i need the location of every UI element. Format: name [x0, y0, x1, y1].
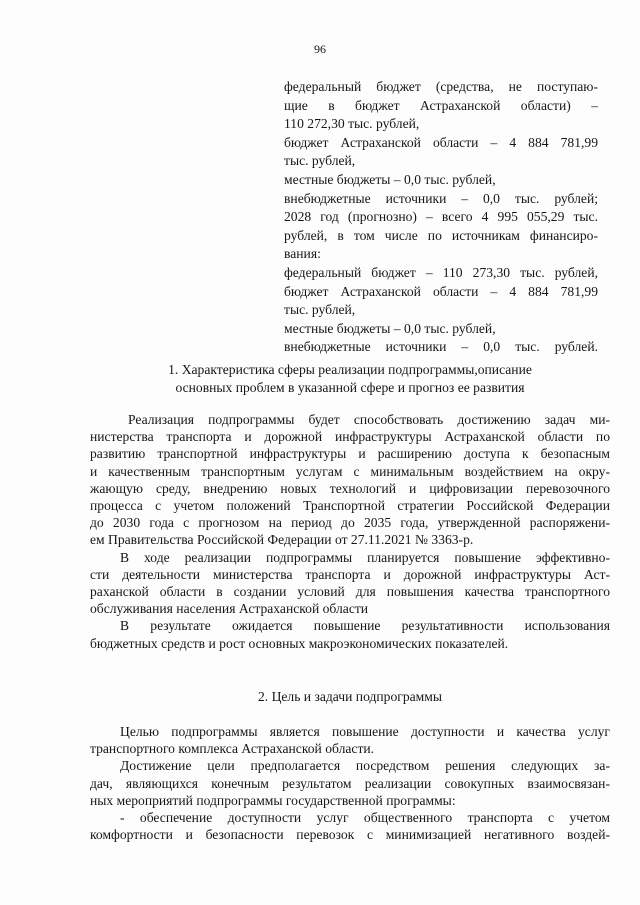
- financing-line: вания:: [284, 246, 321, 262]
- paragraph-line: транспортного комплекса Астраханской области.: [90, 741, 375, 757]
- financing-line: местные бюджеты – 0,0 тыс. рублей,: [284, 320, 496, 336]
- financing-line: внебюджетные источники – 0,0 тыс. рублей;: [284, 190, 598, 206]
- paragraph-line: бюджетных средств и рост основных макроэкономических показателей.: [90, 635, 509, 651]
- section-1-heading: [90, 361, 610, 396]
- section-2-body: [90, 723, 610, 843]
- paragraph-line: В ходе реализации подпрограммы планируется повышение эффективно-: [120, 549, 610, 565]
- paragraph-line: - обеспечение доступности услуг общественного транспорта с учетом: [120, 810, 610, 826]
- page-number: 96: [314, 42, 326, 56]
- paragraph-line: до 2030 года с прогнозом на период до 2035 года, утвержденной распоряжени-: [90, 515, 610, 531]
- paragraph-line: В результате ожидается повышение результативности использования: [120, 618, 610, 634]
- financing-line: тыс. рублей,: [284, 302, 356, 318]
- financing-line: бюджет Астраханской области – 4 884 781,99: [284, 283, 598, 299]
- financing-line: 110 272,30 тыс. рублей,: [284, 116, 420, 132]
- financing-line: щие в бюджет Астраханской области) –: [284, 97, 598, 113]
- paragraph-line: дач, являющихся конечным результатом реализации совокупных взаимосвязан-: [90, 775, 610, 791]
- financing-line: местные бюджеты – 0,0 тыс. рублей,: [284, 171, 496, 187]
- paragraph-line: нистерства транспорта и дорожной инфраструктуры Астраханской области по: [90, 429, 610, 445]
- financing-line: тыс. рублей,: [284, 153, 356, 169]
- paragraph-line: жающую среду, внедрению новых технологий и цифровизации перевозочного: [90, 480, 610, 496]
- financing-block: [284, 78, 598, 357]
- paragraph-line: Реализация подпрограммы будет способствовать достижению задач ми-: [128, 412, 610, 427]
- financing-line: федеральный бюджет (средства, не поступаю-: [284, 79, 598, 94]
- financing-line: 2028 год (прогнозно) – всего 4 995 055,29 тыс.: [284, 209, 598, 225]
- section-2-heading: [90, 688, 610, 706]
- paragraph-line: ем Правительства Российской Федерации от 27.11.2021 № 3363-р.: [90, 532, 474, 548]
- heading-line: 1. Характеристика сферы реализации подпрограммы,описание: [168, 362, 532, 377]
- financing-line: внебюджетные источники – 0,0 тыс. рублей.: [284, 339, 598, 355]
- heading-line: 2. Цель и задачи подпрограммы: [257, 689, 443, 704]
- paragraph-line: ных мероприятий подпрограммы государственной программы:: [90, 792, 456, 808]
- paragraph-line: комфортности и безопасности перевозок с минимизацией негативного воздей-: [90, 827, 610, 843]
- paragraph-line: обслуживания населения Астраханской области: [90, 601, 369, 617]
- paragraph-line: развитию транспортной инфраструктуры и расширению доступа к безопасным: [90, 446, 610, 462]
- section-1-body: [90, 411, 610, 652]
- heading-line: основных проблем в указанной сфере и прогноз ее развития: [175, 379, 525, 395]
- paragraph-line: процесса с учетом положений Транспортной стратегии Российской Федерации: [90, 498, 610, 514]
- financing-line: рублей, в том числе по источникам финансиро-: [284, 227, 598, 243]
- paragraph-line: Достижение цели предполагается посредством решения следующих за-: [120, 758, 610, 774]
- financing-line: бюджет Астраханской области – 4 884 781,99: [284, 134, 598, 150]
- paragraph-line: и качественным транспортным услугам с минимальным воздействием на окру-: [90, 463, 610, 479]
- paragraph-line: Целью подпрограммы является повышение доступности и качества услуг: [120, 724, 610, 739]
- paragraph-line: сти деятельности министерства транспорта и дорожной инфраструктуры Аст-: [90, 566, 610, 582]
- paragraph-line: раханской области в создании условий для повышения качества транспортного: [90, 584, 610, 600]
- financing-line: федеральный бюджет – 110 273,30 тыс. рублей,: [284, 264, 598, 280]
